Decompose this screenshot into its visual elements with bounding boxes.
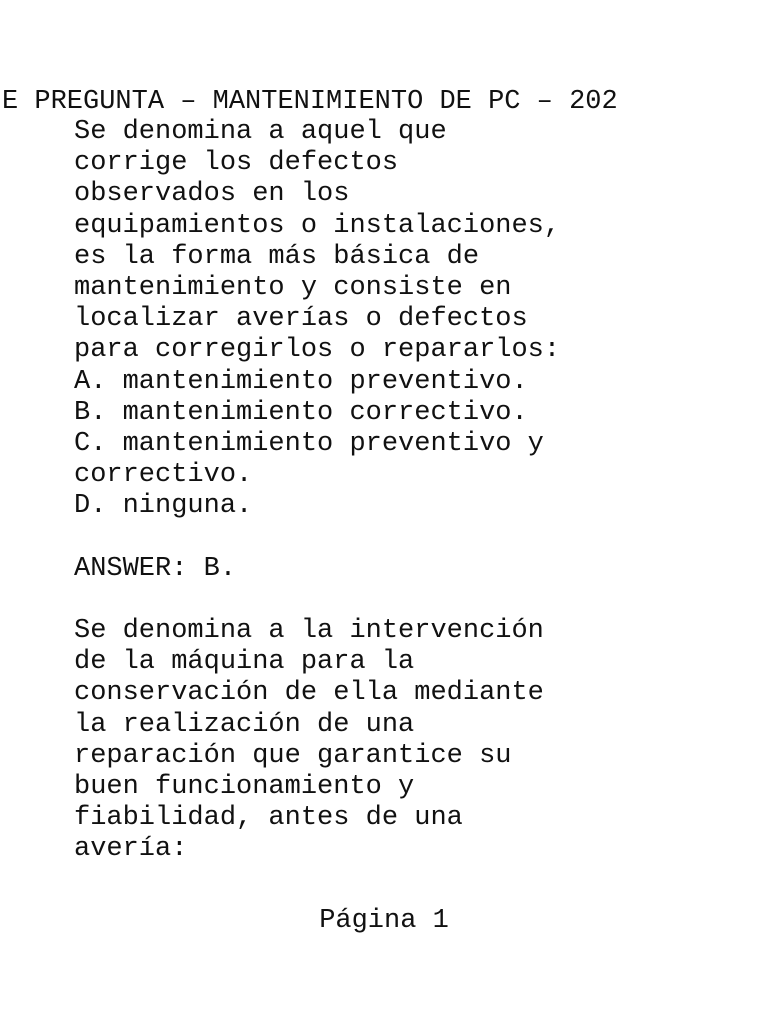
option-d: D. ninguna. [74,491,253,522]
option-c-continuation: correctivo. [74,460,253,491]
blank-line [74,522,754,553]
blank-line [74,585,754,616]
option-b: B. mantenimiento correctivo. [74,397,528,428]
question-1-line: localizar averías o defectos [74,304,528,335]
question-1-line: Se denomina a aquel que [74,117,447,147]
question-2-line: buen funcionamiento y [74,771,415,802]
answer-text: ANSWER: B. [74,553,237,584]
option-c: C. mantenimiento preventivo y [74,428,544,459]
question-1-line: observados en los [74,179,350,210]
page-content [74,117,754,866]
question-1-line: mantenimiento y consiste en [74,272,512,303]
question-1-line: equipamientos o instalaciones, [74,210,561,241]
question-2 [74,616,754,866]
question-2-line: reparación que garantice su [74,740,512,771]
page-header: E PREGUNTA – MANTENIMIENTO DE PC – 202 [2,87,618,117]
question-2-line: conservación de ella mediante [74,678,544,709]
option-a: A. mantenimiento preventivo. [74,366,528,397]
question-1-line: es la forma más básica de [74,241,480,272]
question-1 [74,117,754,616]
question-1-options [74,367,754,523]
question-1-line: corrige los defectos [74,148,399,179]
question-2-line: de la máquina para la [74,647,415,678]
question-2-line: la realización de una [74,709,415,740]
question-1-line: para corregirlos o repararlos: [74,335,561,366]
question-2-line: fiabilidad, antes de una [74,803,463,834]
page-number: Página 1 [319,906,449,936]
question-2-line: Se denomina a la intervención [74,616,544,646]
question-2-line: avería: [74,834,188,865]
